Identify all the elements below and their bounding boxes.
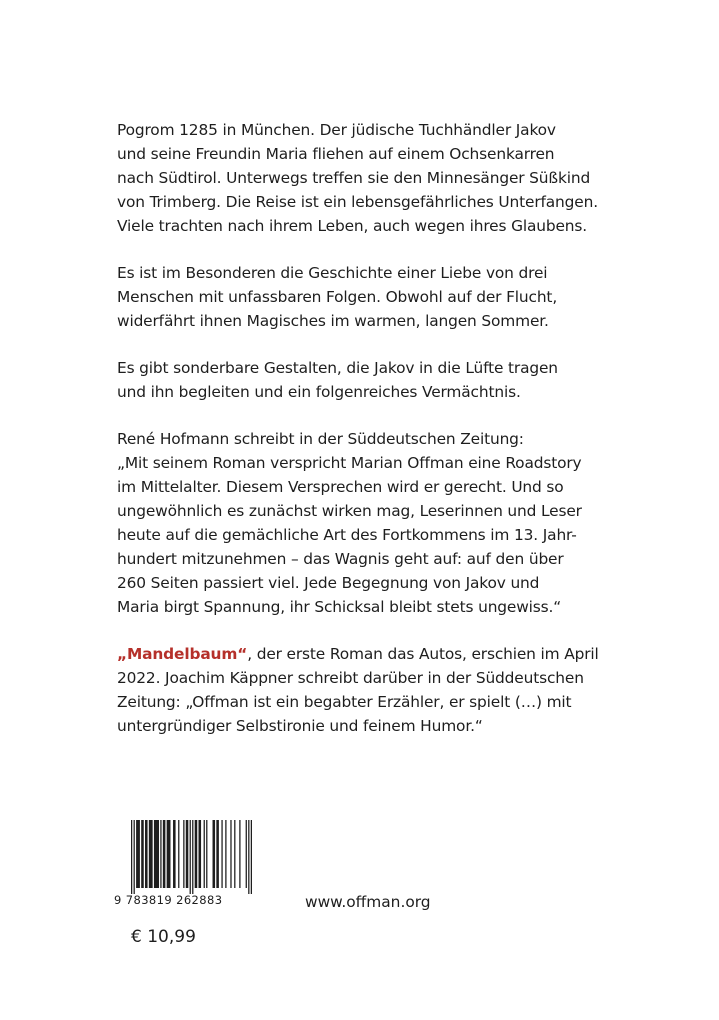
text-line: von Trimberg. Die Reise ist ein lebensgefährliches Unterfangen. bbox=[117, 193, 598, 211]
barcode-bar bbox=[195, 820, 198, 888]
text-line: Maria birgt Spannung, ihr Schicksal bleibt stets ungewiss.“ bbox=[117, 598, 562, 616]
barcode-bar bbox=[141, 820, 144, 888]
barcode-bar bbox=[251, 820, 252, 894]
text-fragment: , der erste Roman das Autos, erschien im April bbox=[247, 645, 599, 663]
paragraph-love-story bbox=[117, 261, 617, 333]
price-label: € 10,99 bbox=[131, 927, 196, 947]
website-url: www.offman.org bbox=[305, 893, 431, 911]
barcode-bar bbox=[173, 820, 176, 888]
isbn-number: 9 783819 262883 bbox=[114, 893, 223, 907]
text-line: 2022. Joachim Käppner schreibt darüber in der Süddeutschen bbox=[117, 669, 584, 687]
text-line: René Hofmann schreibt in der Süddeutschen Zeitung: bbox=[117, 430, 524, 448]
barcode-bar bbox=[160, 820, 161, 888]
barcode-bar bbox=[183, 820, 184, 888]
book-title-highlight: „Mandelbaum“ bbox=[117, 645, 248, 663]
barcode-bar bbox=[190, 820, 191, 894]
text-line: 260 Seiten passiert viel. Jede Begegnung von Jakov und bbox=[117, 574, 540, 592]
text-line: Menschen mit unfassbaren Folgen. Obwohl auf der Flucht, bbox=[117, 288, 558, 306]
paragraph-figures bbox=[117, 356, 617, 404]
barcode-bar bbox=[131, 820, 132, 894]
paragraph-review-quote bbox=[117, 427, 617, 619]
text-line: heute auf die gemächliche Art des Fortkommens im 13. Jahr- bbox=[117, 526, 577, 544]
barcode-bar bbox=[145, 820, 148, 888]
text-line bbox=[117, 642, 617, 666]
text-line: Es gibt sonderbare Gestalten, die Jakov in die Lüfte tragen bbox=[117, 359, 558, 377]
barcode-bar bbox=[199, 820, 202, 888]
barcode-bar bbox=[192, 820, 193, 894]
barcode-bars bbox=[130, 820, 253, 894]
text-line: widerfährt ihnen Magisches im warmen, langen Sommer. bbox=[117, 312, 549, 330]
barcode-bar bbox=[163, 820, 166, 888]
barcode-bar bbox=[216, 820, 219, 888]
text-line: Es ist im Besonderen die Geschichte einer Liebe von drei bbox=[117, 264, 548, 282]
text-line: untergründiger Selbstironie und feinem Humor.“ bbox=[117, 717, 483, 735]
paragraph-mandelbaum bbox=[117, 642, 617, 738]
barcode-bar bbox=[206, 820, 207, 888]
text-line: hundert mitzunehmen – das Wagnis geht auf: auf den über bbox=[117, 550, 564, 568]
text-line: und seine Freundin Maria fliehen auf einem Ochsenkarren bbox=[117, 145, 555, 163]
barcode-bar bbox=[149, 820, 153, 888]
text-line: und ihn begleiten und ein folgenreiches Vermächtnis. bbox=[117, 383, 521, 401]
barcode-bar bbox=[248, 820, 249, 894]
paragraph-plot bbox=[117, 118, 617, 238]
text-line: ungewöhnlich es zunächst wirken mag, Leserinnen und Leser bbox=[117, 502, 582, 520]
barcode-bar bbox=[234, 820, 235, 888]
isbn-barcode bbox=[130, 820, 253, 900]
blurb-text bbox=[117, 118, 617, 761]
barcode-bar bbox=[213, 820, 216, 888]
barcode-bar bbox=[186, 820, 189, 888]
text-line: „Mit seinem Roman verspricht Marian Offman eine Roadstory bbox=[117, 454, 582, 472]
barcode-bar bbox=[136, 820, 140, 888]
text-line: Pogrom 1285 in München. Der jüdische Tuchhändler Jakov bbox=[117, 121, 556, 139]
barcode-bar bbox=[221, 820, 222, 888]
barcode-bar bbox=[204, 820, 205, 888]
barcode-bar bbox=[178, 820, 179, 888]
barcode-bar bbox=[225, 820, 226, 888]
barcode-bar bbox=[230, 820, 231, 888]
text-line: nach Südtirol. Unterwegs treffen sie den Minnesänger Süßkind bbox=[117, 169, 591, 187]
barcode-bar bbox=[134, 820, 135, 894]
text-line: Viele trachten nach ihrem Leben, auch wegen ihres Glaubens. bbox=[117, 217, 588, 235]
barcode-bar bbox=[167, 820, 171, 888]
barcode-bar bbox=[239, 820, 240, 888]
barcode-bar bbox=[154, 820, 159, 888]
text-line: Zeitung: „Offman ist ein begabter Erzähler, er spielt (…) mit bbox=[117, 693, 572, 711]
text-line: im Mittelalter. Diesem Versprechen wird er gerecht. Und so bbox=[117, 478, 564, 496]
barcode-bar bbox=[246, 820, 247, 888]
